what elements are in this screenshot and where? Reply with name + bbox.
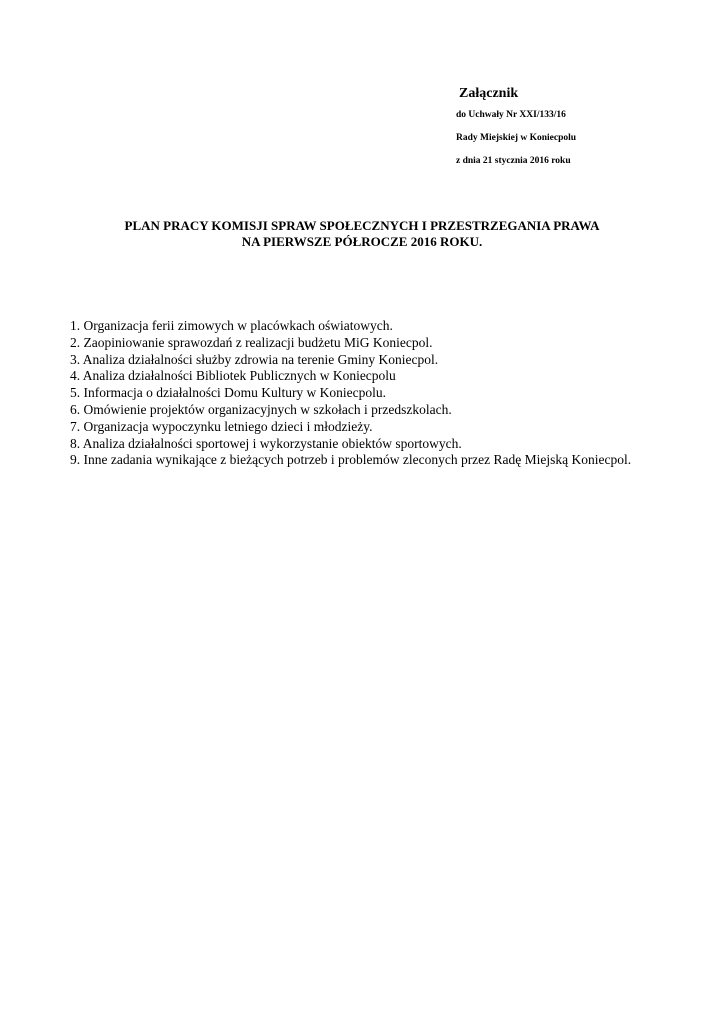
document-title	[40, 218, 684, 250]
task-item: 5. Informacja o działalności Domu Kultury w Koniecpolu.	[70, 385, 387, 401]
document-title-line-1: PLAN PRACY KOMISJI SPRAW SPOŁECZNYCH I PRZESTRZEGANIA PRAWA	[124, 218, 600, 233]
document-title-line-2: NA PIERWSZE PÓŁROCZE 2016 ROKU.	[241, 234, 483, 249]
task-item: 4. Analiza działalności Bibliotek Publicznych w Koniecpolu	[70, 368, 396, 384]
annex-title: Załącznik	[459, 86, 519, 101]
annex-date: z dnia 21 stycznia 2016 roku	[456, 156, 571, 166]
annex-council-name: Rady Miejskiej w Koniecpolu	[456, 133, 577, 143]
task-item: 1. Organizacja ferii zimowych w placówkach oświatowych.	[70, 318, 393, 333]
task-item: 6. Omówienie projektów organizacyjnych w szkołach i przedszkolach.	[70, 401, 452, 417]
task-item: 7. Organizacja wypoczynku letniego dzieci i młodzieży.	[70, 418, 373, 434]
task-item: 8. Analiza działalności sportowej i wykorzystanie obiektów sportowych.	[70, 435, 462, 451]
task-item: 2. Zaopiniowanie sprawozdań z realizacji budżetu MiG Koniecpol.	[70, 334, 433, 350]
task-item: 9. Inne zadania wynikające z bieżących potrzeb i problemów zleconych przez Radę Miejską Koniecpol.	[70, 452, 632, 468]
annex-resolution-number: do Uchwały Nr XXI/133/16	[456, 110, 566, 120]
annex-header	[456, 86, 706, 178]
task-item: 3. Analiza działalności służby zdrowia na terenie Gminy Koniecpol.	[70, 351, 439, 367]
task-list	[70, 318, 650, 469]
